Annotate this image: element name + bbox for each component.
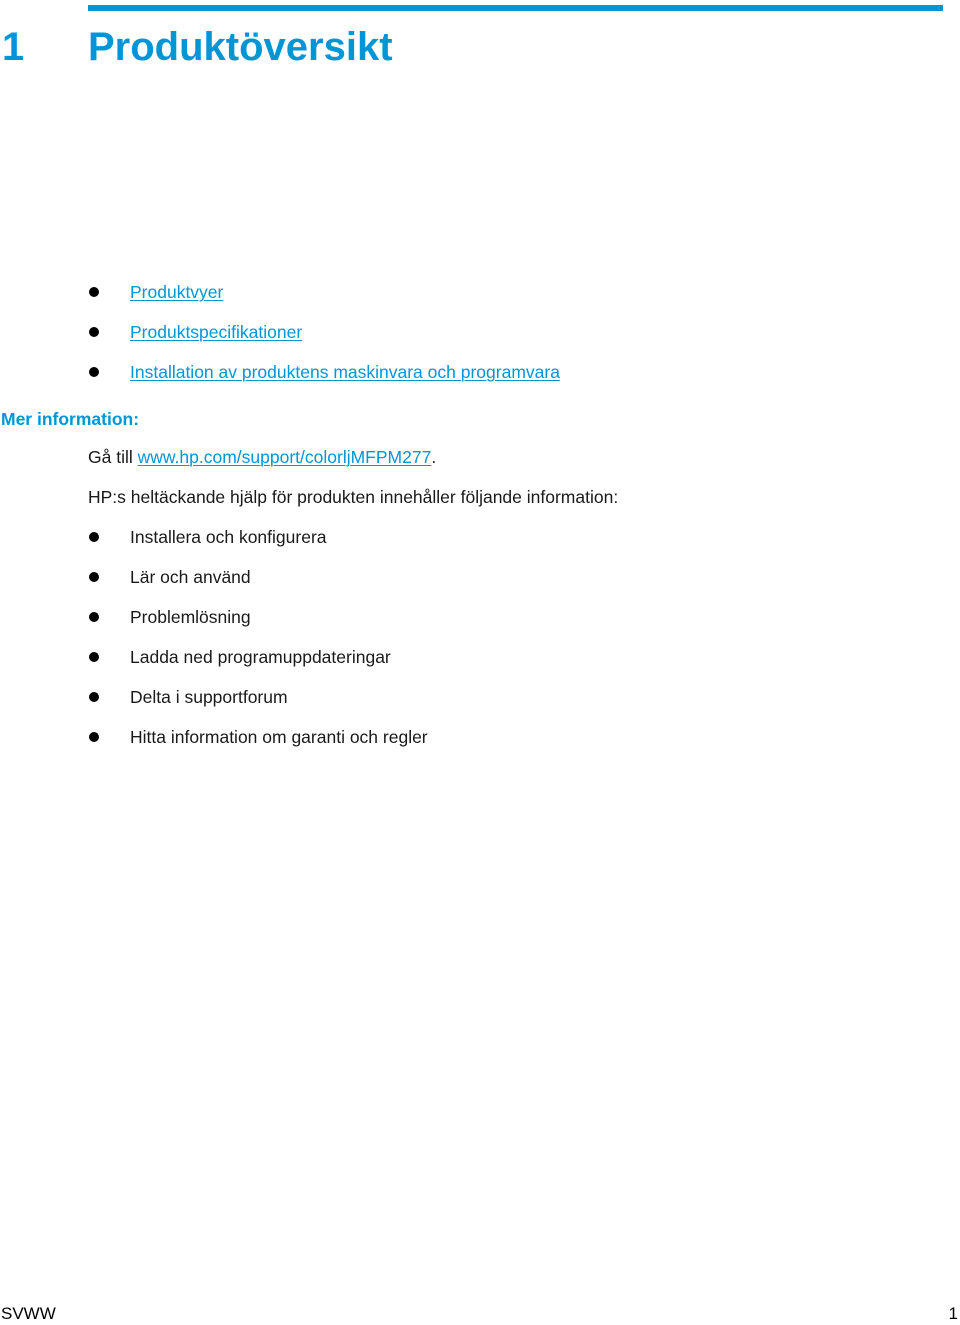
- bullet-icon: [89, 692, 99, 702]
- goto-prefix: Gå till: [88, 447, 138, 467]
- help-topic-label: Installera och konfigurera: [130, 527, 327, 547]
- footer-page-number: 1: [948, 1304, 958, 1323]
- bullet-icon: [89, 327, 99, 337]
- support-url-line: [88, 443, 436, 471]
- topic-link-produktvyer[interactable]: Produktvyer: [130, 282, 224, 302]
- support-url-link[interactable]: www.hp.com/support/colorljMFPM277: [137, 447, 432, 467]
- bullet-icon: [89, 287, 99, 297]
- topic-link-produktspecifikationer[interactable]: Produktspecifikationer: [130, 322, 303, 342]
- help-topic-label: Delta i supportforum: [130, 687, 288, 707]
- bullet-icon: [89, 532, 99, 542]
- bullet-icon: [89, 572, 99, 582]
- topic-link-installation[interactable]: Installation av produktens maskinvara och programvara: [130, 362, 560, 382]
- help-topic-label: Problemlösning: [130, 607, 251, 627]
- bullet-icon: [89, 367, 99, 377]
- bullet-icon: [89, 732, 99, 742]
- chapter-title: Produktöversikt: [88, 25, 393, 69]
- bullet-icon: [89, 612, 99, 622]
- help-topic-label: Ladda ned programuppdateringar: [130, 647, 391, 667]
- footer-doc-code: SVWW: [1, 1304, 56, 1323]
- help-topic-label: Hitta information om garanti och regler: [130, 727, 428, 747]
- goto-suffix: .: [431, 447, 437, 467]
- chapter-top-rule: [88, 5, 943, 11]
- bullet-icon: [89, 652, 99, 662]
- more-info-heading: Mer information:: [1, 409, 140, 429]
- help-intro-text: HP:s heltäckande hjälp för produkten innehåller följande information:: [88, 487, 619, 507]
- chapter-number: 1: [2, 25, 25, 69]
- help-topic-label: Lär och använd: [130, 567, 251, 587]
